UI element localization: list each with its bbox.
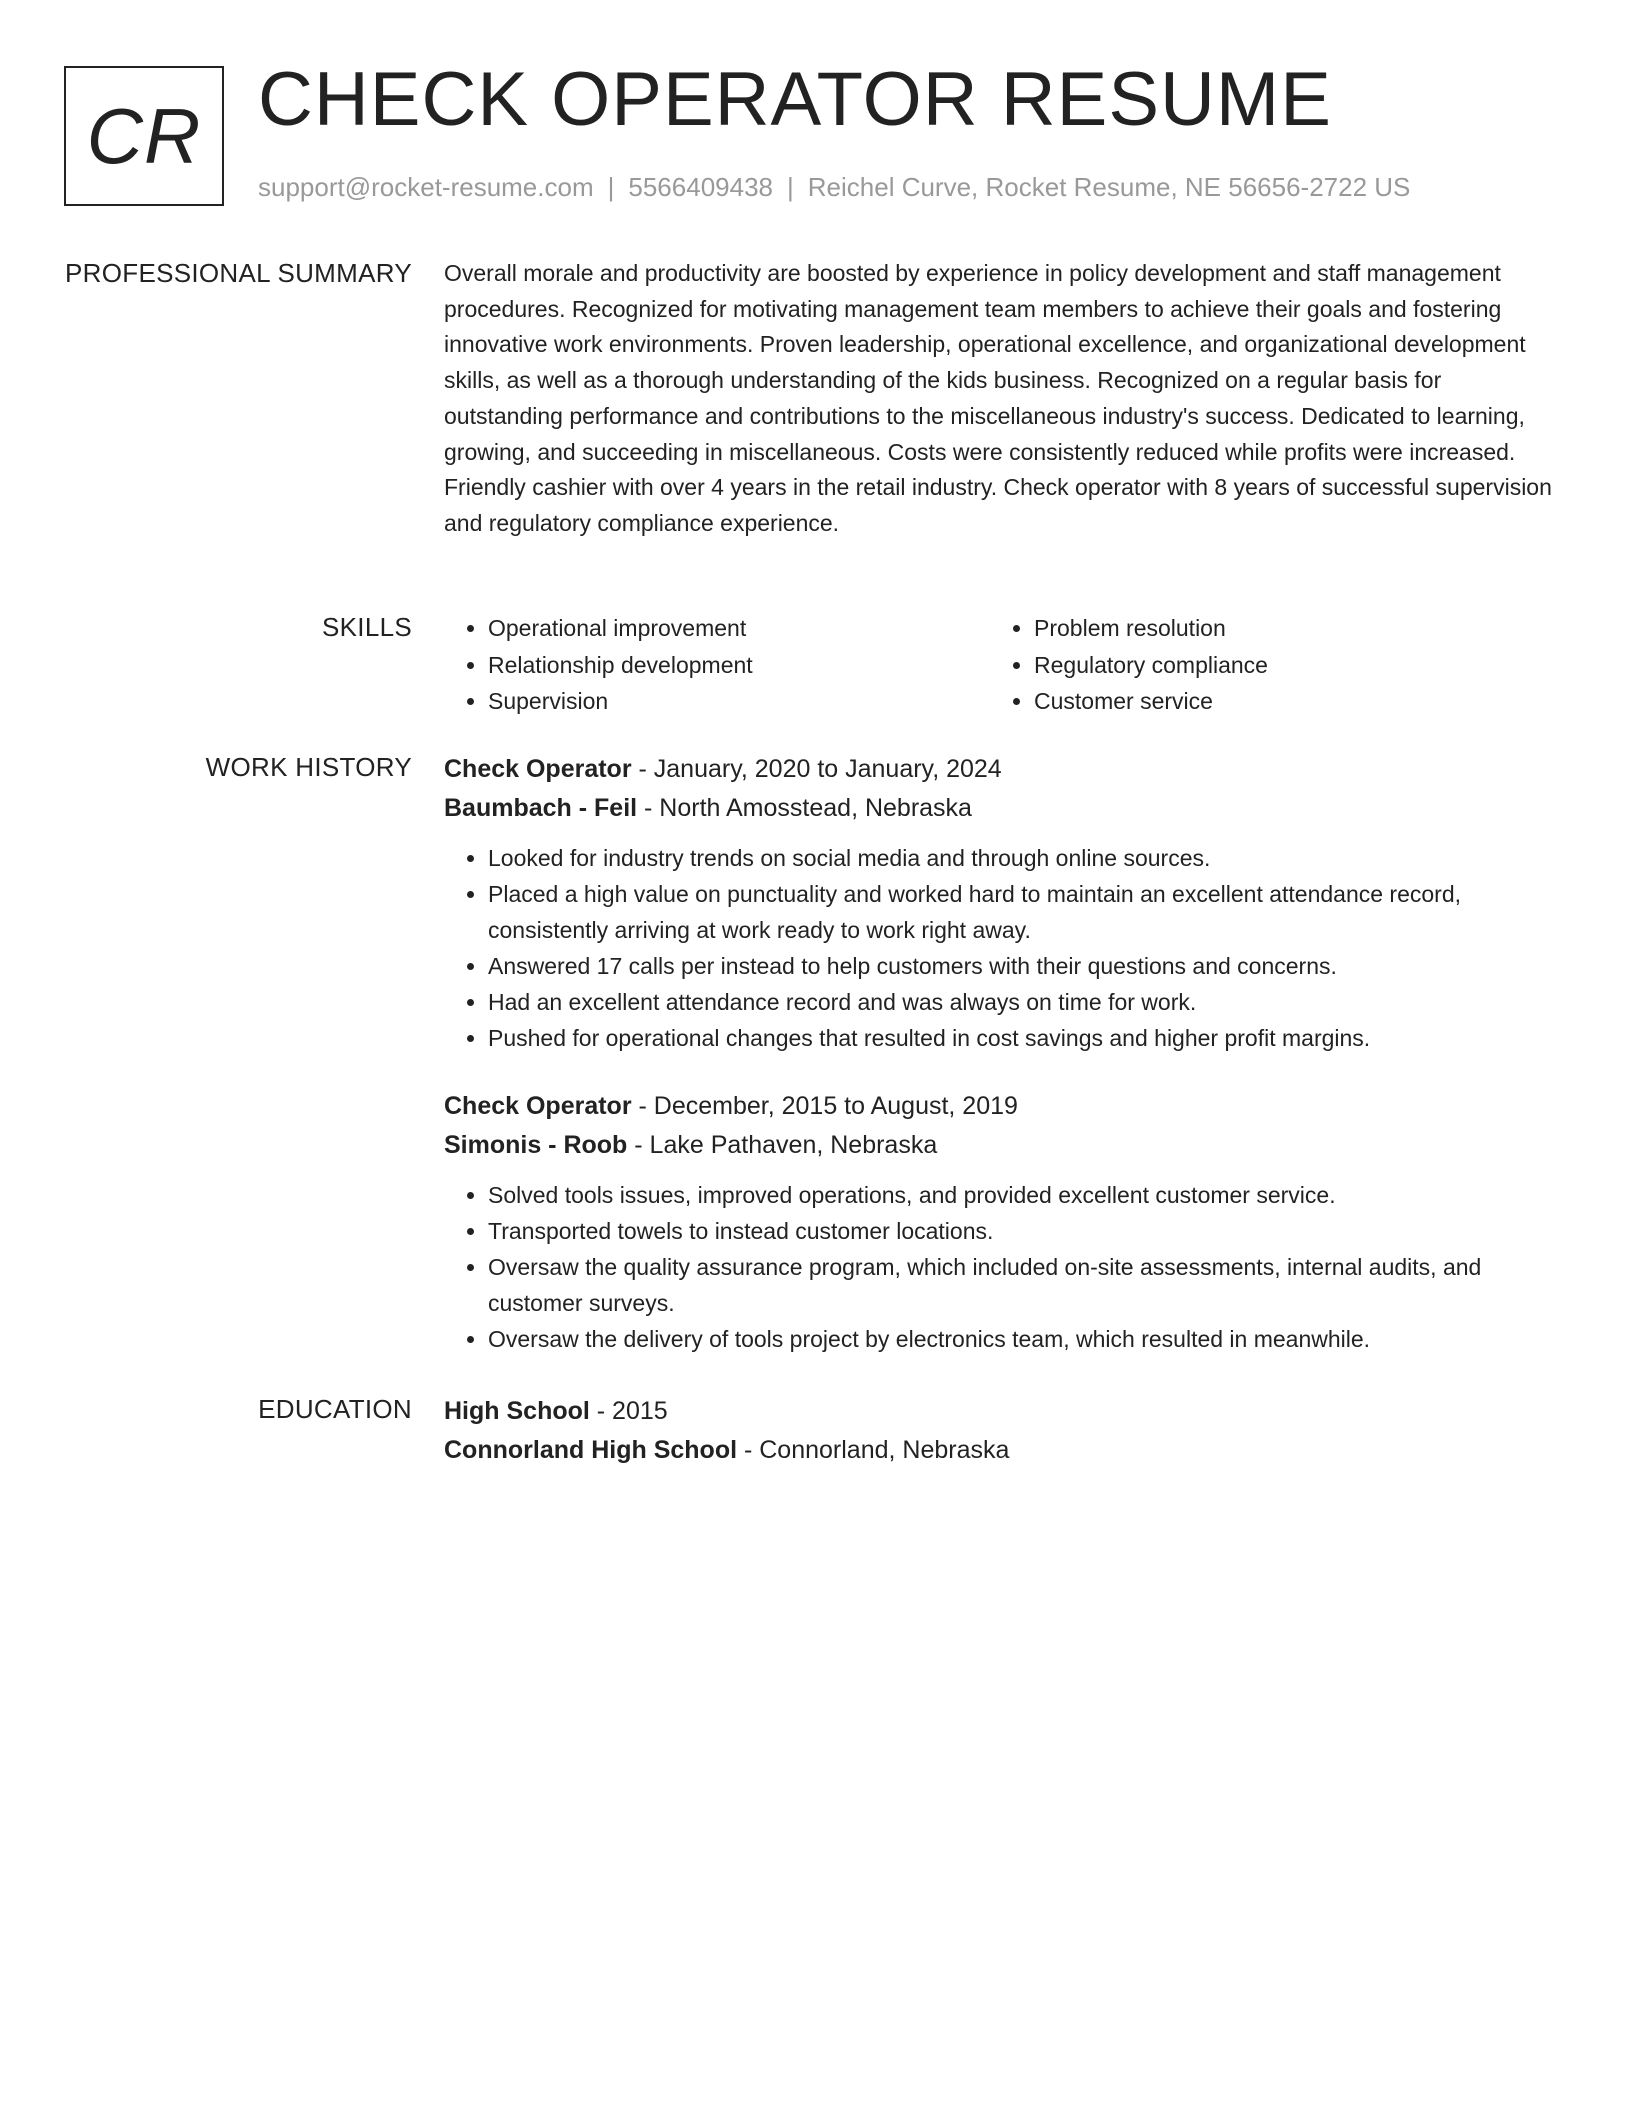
job-entry: [444, 750, 1564, 1056]
skills-heading: SKILLS: [322, 612, 412, 642]
work-history-heading: WORK HISTORY: [205, 752, 412, 782]
monogram-initials: CR: [86, 91, 202, 180]
summary-heading: PROFESSIONAL SUMMARY: [65, 258, 412, 288]
contact-address: Reichel Curve, Rocket Resume, NE 56656-2722 US: [807, 172, 1411, 202]
job-bullet: • Answered 17 calls per instead to help customers with their questions and concerns.: [488, 948, 1564, 984]
education-school-line: [444, 1431, 1564, 1470]
job-company: Baumbach - Feil: [444, 794, 638, 822]
job-company: Simonis - Roob: [444, 1131, 628, 1159]
job-bullets: [444, 1177, 1564, 1357]
job-title-line: [444, 1087, 1564, 1126]
education-body: [444, 1392, 1564, 1470]
contact-phone: 5566409438: [628, 172, 773, 202]
education-location: - Connorland, Nebraska: [737, 1436, 1010, 1464]
job-dates: - January, 2020 to January, 2024: [631, 755, 1002, 783]
skills-list-left: [444, 610, 990, 720]
skill-item: • Customer service: [1034, 683, 1536, 720]
job-bullet: • Oversaw the delivery of tools project by electronics team, which resulted in meanwhile.: [488, 1321, 1564, 1357]
skill-item: • Regulatory compliance: [1034, 647, 1536, 684]
job-bullet: • Solved tools issues, improved operations, and provided excellent customer service.: [488, 1177, 1564, 1213]
contact-email: support@rocket-resume.com: [258, 172, 594, 202]
skills-list-right: [990, 610, 1536, 720]
summary-body: [444, 256, 1564, 542]
education-degree-line: [444, 1392, 1564, 1431]
contact-separator: |: [607, 172, 615, 202]
education-heading: EDUCATION: [258, 1394, 412, 1424]
job-bullet: • Placed a high value on punctuality and worked hard to maintain an excellent attendance record, consistently arriving at work ready to work right away.: [488, 876, 1564, 948]
monogram-box: [64, 66, 224, 206]
job-bullets: [444, 840, 1564, 1056]
education-school: Connorland High School: [444, 1436, 738, 1464]
resume-title: CHECK OPERATOR RESUME: [258, 57, 1332, 142]
education-year: - 2015: [589, 1397, 668, 1425]
skill-item: • Operational improvement: [488, 610, 990, 647]
job-company-line: [444, 789, 1564, 828]
contact-separator: |: [787, 172, 794, 202]
job-bullet: • Oversaw the quality assurance program, which included on-site assessments, internal audits, and customer surveys.: [488, 1249, 1564, 1321]
skill-item: • Problem resolution: [1034, 610, 1536, 647]
contact-line: [258, 172, 1410, 203]
job-entry: [444, 1087, 1564, 1357]
job-location: - North Amosstead, Nebraska: [637, 794, 972, 822]
skills-columns: [444, 610, 1564, 720]
work-history-body: [444, 750, 1564, 1357]
skill-item: • Relationship development: [488, 647, 990, 684]
skills-body: [444, 610, 1564, 720]
education-degree: High School: [444, 1397, 590, 1425]
skill-item: • Supervision: [488, 683, 990, 720]
job-bullet: • Had an excellent attendance record and was always on time for work.: [488, 984, 1564, 1020]
job-bullet: • Transported towels to instead customer locations.: [488, 1213, 1564, 1249]
job-bullet: • Looked for industry trends on social media and through online sources.: [488, 840, 1564, 876]
job-bullet: • Pushed for operational changes that resulted in cost savings and higher profit margins.: [488, 1020, 1564, 1056]
job-location: - Lake Pathaven, Nebraska: [627, 1131, 938, 1159]
job-title: Check Operator: [444, 1092, 632, 1120]
job-dates: - December, 2015 to August, 2019: [631, 1092, 1018, 1120]
job-company-line: [444, 1126, 1564, 1165]
job-title-line: [444, 750, 1564, 789]
job-title: Check Operator: [444, 755, 632, 783]
summary-text: Overall morale and productivity are boosted by experience in policy development and staff management procedures. Recognized for motivating management team members to achieve their goals and fostering innovative work environments. Proven leadership, operational excellence, and organizational development skills, as well as a thorough understanding of the kids business. Recognized on a regular basis for outstanding performance and contributions to the miscellaneous industry's success. Dedicated to learning, growing, and succeeding in miscellaneous. Costs were consistently reduced while profits were increased. Friendly cashier with over 4 years in the retail industry. Check operator with 8 years of successful supervision and regulatory compliance experience.: [444, 260, 1552, 536]
